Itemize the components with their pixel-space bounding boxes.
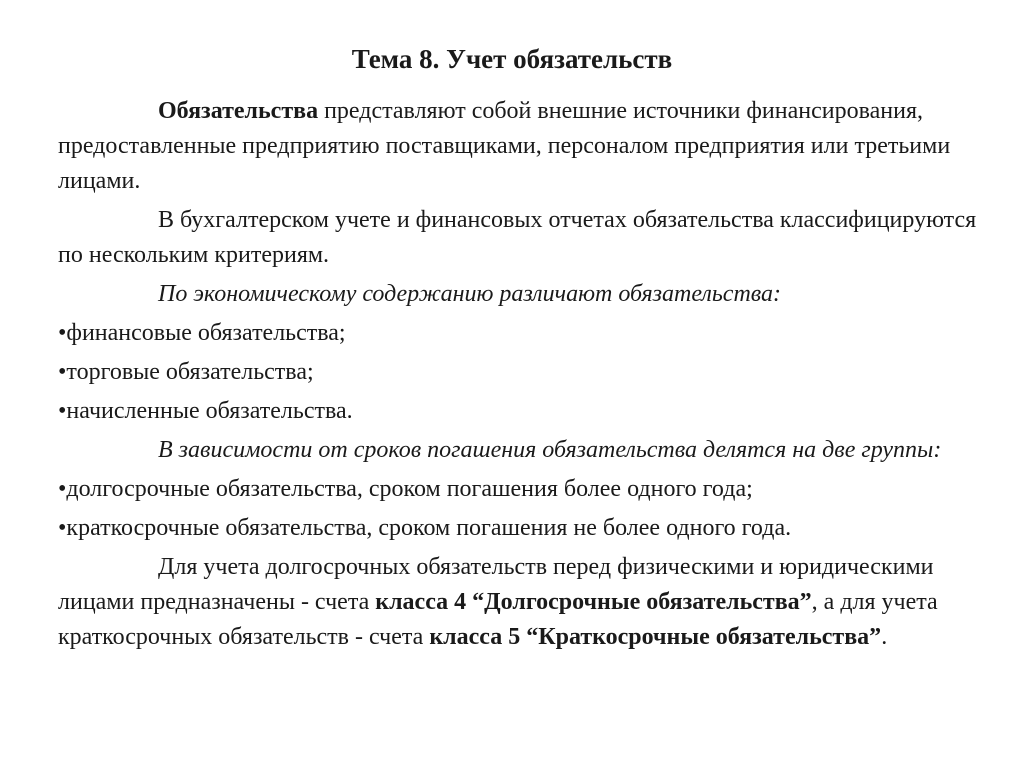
definition-paragraph <box>58 94 978 199</box>
definition-text: представляют собой внешние источники финансирования, предоставленные предприятию поставщиками, персоналом предприятия или третьими лицами. <box>58 98 951 194</box>
slide-body <box>58 94 978 659</box>
list-item-long-term: •долгосрочные обязательства, сроком погашения более одного года; <box>58 476 753 502</box>
accounts-text-end: . <box>881 624 888 650</box>
accounts-text-1: Для учета долгосрочных обязательств перед физическими и юридическими лицами предназначены - счета <box>58 554 934 615</box>
classification-paragraph: В бухгалтерском учете и финансовых отчетах обязательства классифицируются по нескольким критериям. <box>58 207 977 268</box>
class-5-label: класса 5 “Краткосрочные обязательства” <box>429 624 882 650</box>
list-item-financial: •финансовые обязательства; <box>58 320 346 346</box>
accounts-paragraph <box>58 550 978 655</box>
slide-title: Тема 8. Учет обязательств <box>351 44 673 74</box>
accounts-text-2: , а для учета краткосрочных обязательств - счета <box>58 589 938 650</box>
economic-content-heading: По экономическому содержанию различают обязательства: <box>158 281 782 307</box>
maturity-heading: В зависимости от сроков погашения обязательства делятся на две группы: <box>158 437 942 463</box>
class-4-label: класса 4 “Долгосрочные обязательства” <box>375 589 812 615</box>
list-item-short-term: •краткосрочные обязательства, сроком погашения не более одного года. <box>58 515 792 541</box>
definition-term: Обязательства <box>158 98 319 124</box>
list-item-accrued: •начисленные обязательства. <box>58 398 353 424</box>
list-item-trade: •торговые обязательства; <box>58 359 314 385</box>
